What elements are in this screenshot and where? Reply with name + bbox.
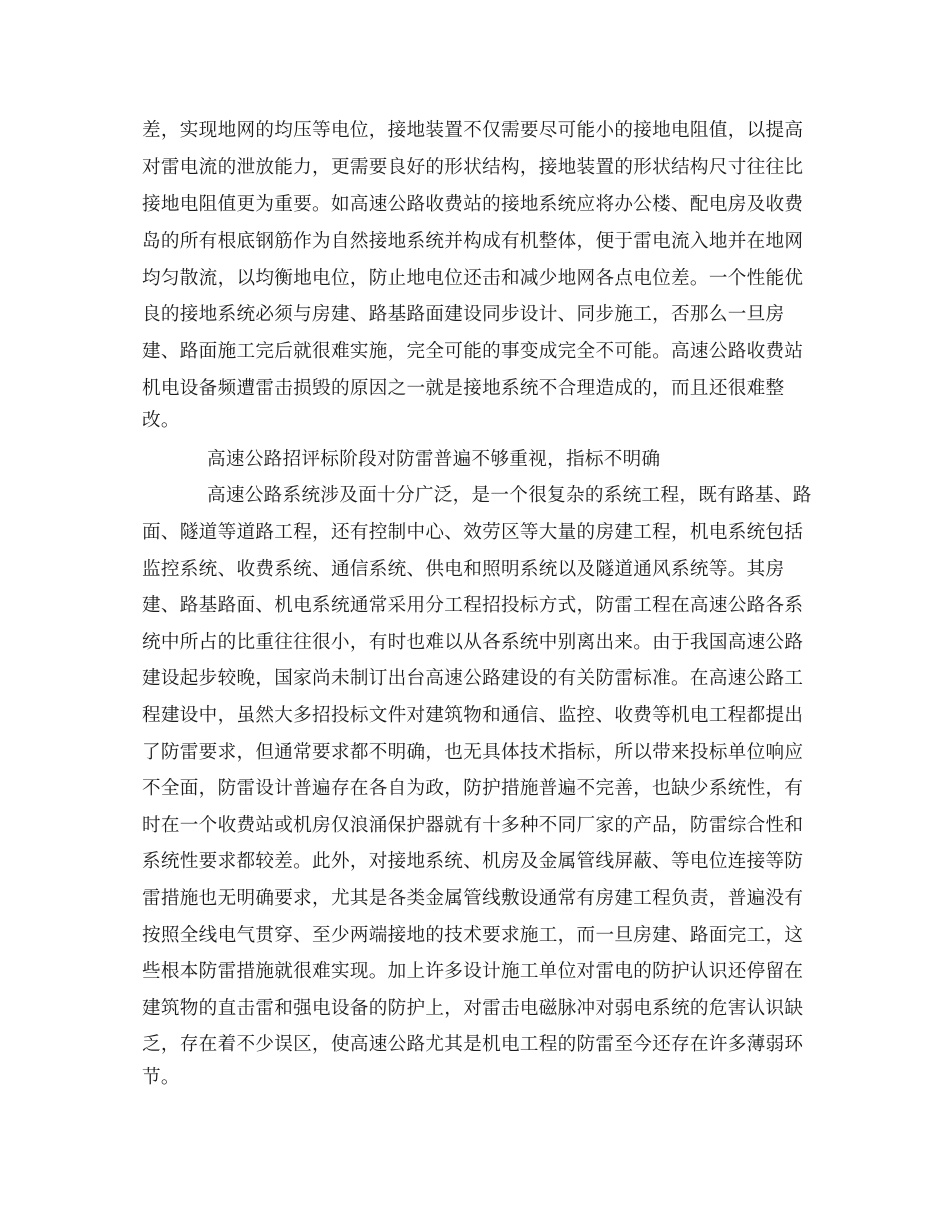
text-line: 高速公路系统涉及面十分广泛，是一个很复杂的系统工程，既有路基、路 <box>207 485 812 506</box>
text-line: 雷措施也无明确要求，尤其是各类金属管线敷设通常有房建工程负责，普遍没有 <box>142 888 804 909</box>
text-line: 接地电阻值更为重要。如高速公路收费站的接地系统应将办公楼、配电房及收费 <box>142 194 804 215</box>
text-line: 岛的所有根底钢筋作为自然接地系统并构成有机整体，便于雷电流入地并在地网 <box>142 231 804 252</box>
text-line: 建筑物的直击雷和强电设备的防护上，对雷击电磁脉冲对弱电系统的危害认识缺 <box>142 998 804 1019</box>
text-line: 建、路面施工完后就很难实施，完全可能的事变成完全不可能。高速公路收费站 <box>142 341 804 362</box>
text-line: 对雷电流的泄放能力，更需要良好的形状结构，接地装置的形状结构尺寸往往比 <box>142 157 804 178</box>
text-line: 节。 <box>142 1067 180 1088</box>
text-line: 良的接地系统必须与房建、路基路面建设同步设计、同步施工，否那么一旦房 <box>142 304 785 325</box>
section-heading: 高速公路招评标阶段对防雷普遍不够重视，指标不明确 <box>207 449 661 470</box>
text-line: 些根本防雷措施就很难实现。加上许多设计施工单位对雷电的防护认识还停留在 <box>142 961 804 982</box>
text-line: 面、隧道等道路工程，还有控制中心、效劳区等大量的房建工程，机电系统包括 <box>142 522 804 543</box>
text-line: 建设起步较晚，国家尚未制订出台高速公路建设的有关防雷标准。在高速公路工 <box>142 668 804 689</box>
text-line: 系统性要求都较差。此外，对接地系统、机房及金属管线屏蔽、等电位连接等防 <box>142 851 804 872</box>
text-line: 监控系统、收费系统、通信系统、供电和照明系统以及隧道通风系统等。其房 <box>142 559 785 580</box>
text-line: 程建设中，虽然大多招投标文件对建筑物和通信、监控、收费等机电工程都提出 <box>142 705 804 726</box>
text-line: 不全面，防雷设计普遍存在各自为政，防护措施普遍不完善，也缺少系统性，有 <box>142 778 804 799</box>
text-line: 差，实现地网的均压等电位，接地装置不仅需要尽可能小的接地电阻值，以提高 <box>142 120 804 141</box>
text-line: 统中所占的比重往往很小，有时也难以从各系统中别离出来。由于我国高速公路 <box>142 632 804 653</box>
text-line: 机电设备频遭雷击损毁的原因之一就是接地系统不合理造成的，而且还很难整 <box>142 378 785 399</box>
text-line: 均匀散流，以均衡地电位，防止地电位还击和减少地网各点电位差。一个性能优 <box>142 268 804 289</box>
text-line: 时在一个收费站或机房仅浪涌保护器就有十多种不同厂家的产品，防雷综合性和 <box>142 815 804 836</box>
text-line: 改。 <box>142 410 180 431</box>
text-line: 了防雷要求，但通常要求都不明确，也无具体技术指标，所以带来投标单位响应 <box>142 742 804 763</box>
text-line: 建、路基路面、机电系统通常采用分工程招投标方式，防雷工程在高速公路各系 <box>142 595 804 616</box>
text-line: 按照全线电气贯穿、至少两端接地的技术要求施工，而一旦房建、路面完工，这 <box>142 925 804 946</box>
text-line: 乏，存在着不少误区，使高速公路尤其是机电工程的防雷至今还存在许多薄弱环 <box>142 1034 804 1055</box>
